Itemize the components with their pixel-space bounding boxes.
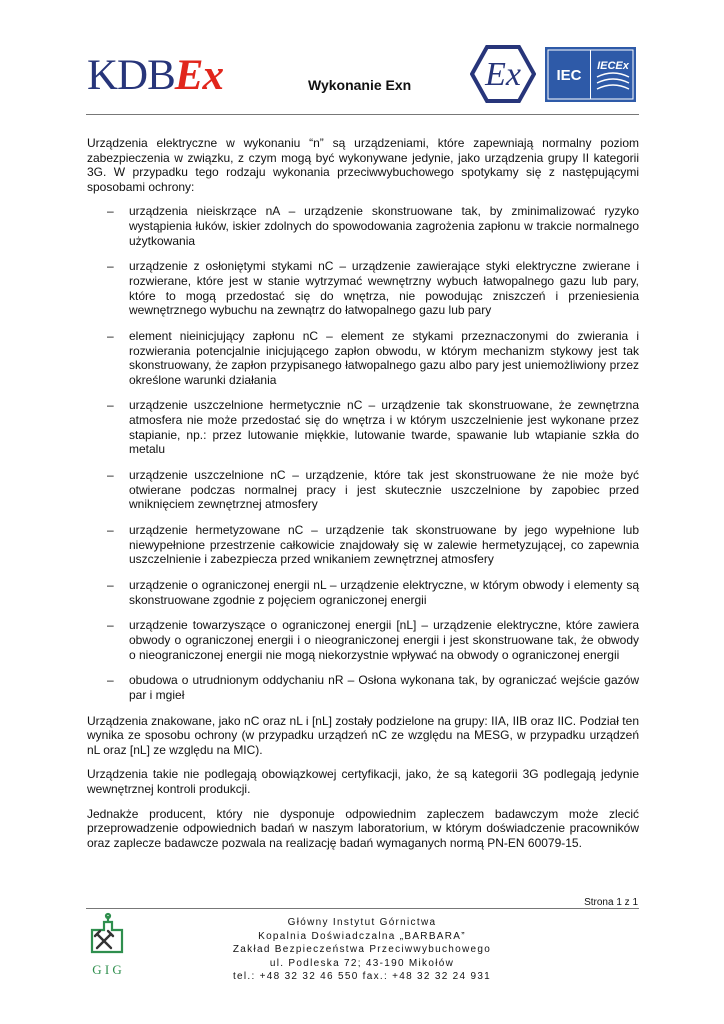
list-item-text: urządzenie hermetyzowane nC – urządzenie tak skonstruowane by jego wypełnione lub niewypełnione przestrzenie całkowicie znajdowały się w zalewie hermetyzującej, co zapewnia uszczelnienie i zabezpiecza przed wnikaniem zewnętrznej atmosfery: [129, 523, 639, 567]
list-item-text: element nieinicjujący zapłonu nC – element ze stykami przeznaczonymi do zwierania i rozwierania potencjalnie inicjującego zapłon obwodu, w którym mechanizm stykowy jest tak skonstruowany, że zapłon przypisanego łatwopalnego gazu albo pary jest uniemożliwiony przez określone warunki działania: [129, 328, 639, 387]
bullet-dash: –: [107, 259, 114, 274]
ex-hexagon-icon: [470, 45, 536, 103]
list-item: [87, 204, 639, 248]
gig-logo: [84, 912, 130, 978]
document-body: [87, 136, 639, 860]
certification-paragraph: Urządzenia takie nie podlegają obowiązkowej certyfikacji, jako, że są kategorii 3G podlegają jedynie wewnętrznej kontroli produkcji.: [87, 767, 639, 797]
bullet-dash: –: [107, 468, 114, 483]
list-item-text: urządzenie towarzyszące o ograniczonej energii [nL] – urządzenie elektryczne, które zawiera obwody o ograniczonej energii i o nieograniczonej energii i jest skonstruowane tak, że obwody o nieograniczonej energii nie mogą niekorzystnie wpływać na obwody o ograniczonej energii: [129, 618, 639, 662]
list-item-text: urządzenia nieiskrzące nA – urządzenie skonstruowane tak, by zminimalizować ryzyko wystąpienia łuków, iskier zdolnych do spowodowania zagrożenia zapłonu w trakcie normalnego użytkowania: [129, 204, 639, 248]
list-item-text: urządzenie o ograniczonej energii nL – urządzenie elektryczne, w którym obwody i elementy są skonstruowane zgodnie z pojęciem ograniczonej energii: [129, 577, 639, 607]
bullet-dash: –: [107, 618, 114, 633]
logo-kdb-text: KDB: [87, 52, 175, 99]
bullet-dash: –: [107, 398, 114, 413]
iec-iecex-logo: [545, 47, 636, 102]
bullet-dash: –: [107, 204, 114, 219]
list-item: [87, 468, 639, 512]
footer-divider: [86, 908, 639, 909]
groups-paragraph: Urządzenia znakowane, jako nC oraz nL i [nL] zostały podzielone na grupy: IIA, IIB oraz IIC. Podział ten wynika ze sposobu ochrony (w przypadku urządzeń nC ze względu na MESG, w przypadku urządzeń nL oraz [nL] ze względu na MIC).: [87, 713, 639, 757]
header-divider: [86, 114, 639, 115]
list-item: [87, 329, 639, 387]
list-item-text: urządzenie z osłoniętymi stykami nC – urządzenie zawierające styki elektryczne zwierane i rozwierane, które jest w stanie wytrzymać wewnętrzny wybuch łatwopalnego gazu lub pary, które to mogą przedostać się do wnętrza, nie powodując zniszczeń i przeniesienia wewnętrznego wybuchu na zewnątrz do łatwopalnego gazu lub pary: [129, 259, 639, 318]
footer-department: Zakład Bezpieczeństwa Przeciwwybuchowego: [232, 944, 492, 956]
bullet-dash: –: [107, 673, 114, 688]
list-item-text: obudowa o utrudnionym oddychaniu nR – Osłona wykonana tak, by ograniczać wejście gazów par i mgieł: [129, 673, 639, 702]
bullet-dash: –: [107, 577, 114, 592]
iec-text: IEC: [556, 67, 582, 84]
logo-ex-text: Ex: [174, 52, 223, 99]
footer-address: [222, 916, 502, 984]
intro-paragraph: Urządzenia elektryczne w wykonaniu “n” są urządzeniami, które zapewniają normalny poziom zabezpieczenia w związku, z czym mogą być wykonywane jedynie, jako urządzenia grupy II kategorii 3G. W przypadku tego rodzaju wykonania przeciwwybuchowego spotykamy się z następującymi sposobami ochrony:: [87, 136, 639, 194]
iecex-text: IECEx: [597, 60, 629, 72]
footer-institute: Główny Instytut Górnictwa: [287, 917, 437, 928]
page-title: Wykonanie Exn: [308, 77, 412, 93]
list-item: [87, 398, 639, 456]
footer-street: ul. Podleska 72; 43-190 Mikołów: [269, 957, 455, 969]
list-item: [87, 618, 639, 662]
gig-text: G I G: [92, 962, 122, 977]
kdbex-logo: [87, 52, 223, 100]
list-item: [87, 673, 639, 702]
bullet-dash: –: [107, 328, 114, 343]
ex-symbol-text: Ex: [485, 56, 521, 93]
hammer-pick-icon: [95, 931, 113, 948]
bullet-dash: –: [107, 523, 114, 537]
page-number: Strona 1 z 1: [584, 897, 638, 908]
list-item: [87, 259, 639, 317]
protection-methods-list: [87, 204, 639, 702]
list-item: [87, 523, 639, 567]
list-item: [87, 578, 639, 607]
list-item-text: urządzenie uszczelnione hermetycznie nC – urządzenie tak skonstruowane, że zewnętrzna atmosfera nie może przedostać się do wnętrza i w którym uszczelnienie jest wykonane przez stapianie, np.: przez lutowanie miękkie, lutowanie twarde, spawanie lub wtapianie szkła do metalu: [129, 398, 639, 457]
list-item-text: urządzenie uszczelnione nC – urządzenie, które tak jest skonstruowane że nie może być otwierane podczas normalnej pracy i jest skutecznie uszczelnione by zapobiec przed wniknięciem zewnętrznej atmosfery: [129, 468, 639, 512]
laboratory-paragraph: Jednakże producent, który nie dysponuje odpowiednim zapleczem badawczym może zlecić przeprowadzenie odpowiednich badań w naszym laboratorium, w którym doświadczenie pracowników oraz zaplecze badawcze pozwala na realizację badań wymaganych normą PN-EN 60079-15.: [87, 806, 639, 850]
footer-phone-fax: tel.: +48 32 32 46 550 fax.: +48 32 32 24 931: [232, 971, 492, 983]
footer-mine: Kopalnia Doświadczalna „BARBARA”: [258, 930, 466, 942]
